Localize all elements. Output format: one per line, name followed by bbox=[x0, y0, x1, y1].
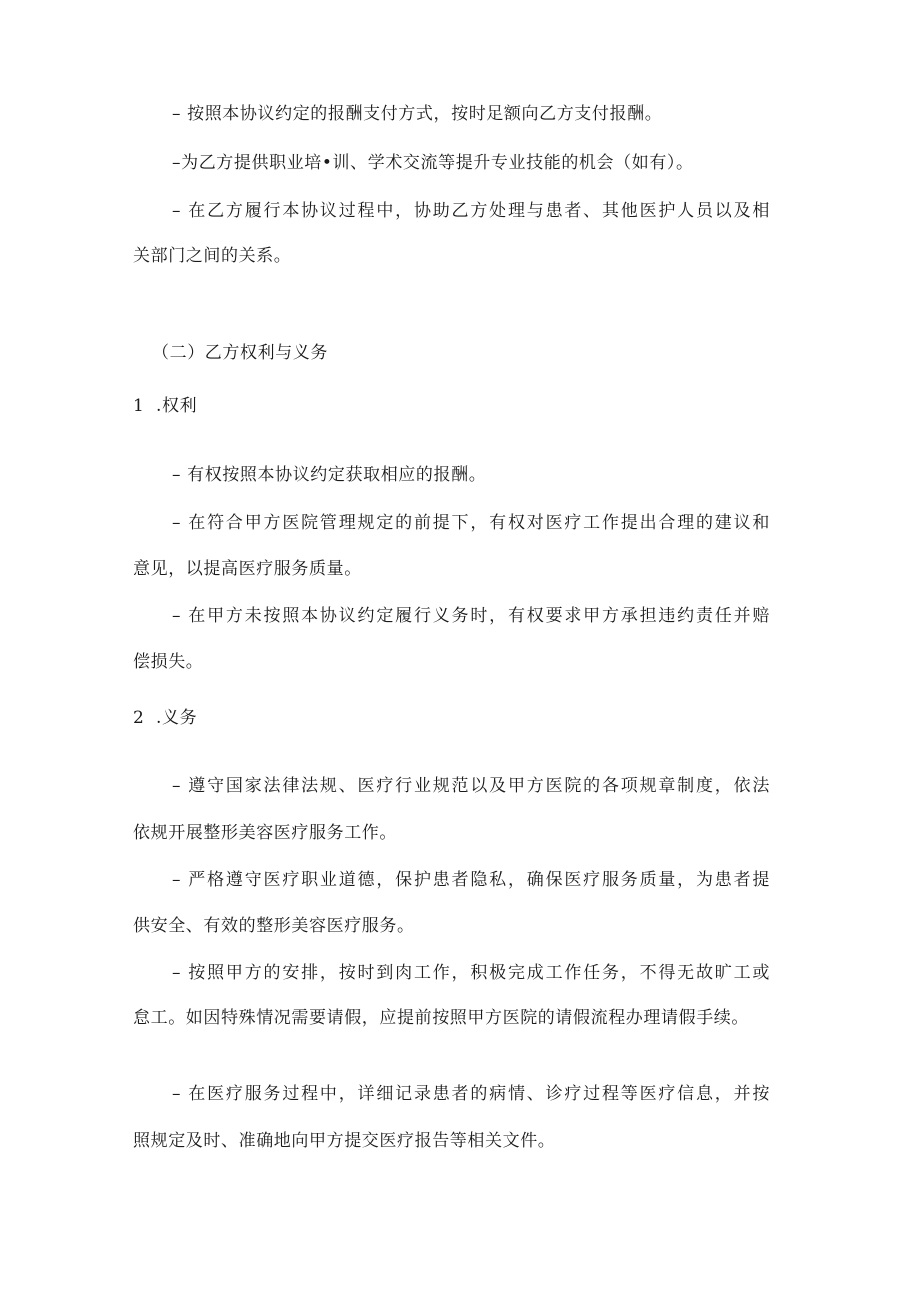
paragraph-right-suggestion-line-2: 意见，以提高医疗服务质量。 bbox=[133, 559, 362, 579]
paragraph-right-suggestion-line-1: – 在符合甲方医院管理规定的前提下，有权对医疗工作提出合理的建议和 bbox=[172, 513, 770, 533]
paragraph-duty-attendance-line-2: 怠工。如因特殊情况需要请假，应提前按照甲方医院的请假流程办理请假手续。 bbox=[133, 1008, 749, 1028]
paragraph-right-breach-line-2: 偿损失。 bbox=[133, 652, 204, 672]
paragraph-duty-law-line-2: 依规开展整形美容医疗服务工作。 bbox=[133, 823, 397, 843]
paragraph-right-remuneration: – 有权按照本协议约定获取相应的报酬。 bbox=[172, 465, 487, 485]
paragraph-duty-records-line-1: – 在医疗服务过程中，详细记录患者的病情、诊疗过程等医疗信息，并按 bbox=[172, 1084, 770, 1104]
paragraph-duty-law-line-1: – 遵守国家法律法规、医疗行业规范以及甲方医院的各项规章制度，依法 bbox=[172, 776, 770, 796]
duties-title: .义务 bbox=[156, 708, 198, 728]
paragraph-assist-line-1: – 在乙方履行本协议过程中，协助乙方处理与患者、其他医护人员以及相 bbox=[172, 201, 770, 221]
paragraph-assist-line-2: 关部门之间的关系。 bbox=[133, 246, 292, 266]
paragraph-duty-ethics-line-2: 供安全、有效的整形美容医疗服务。 bbox=[133, 916, 415, 936]
paragraph-duty-records-line-2: 照规定及时、准确地向甲方提交医疗报告等相关文件。 bbox=[133, 1131, 556, 1151]
section-heading-party-b: （二）乙方权利与义务 bbox=[152, 343, 328, 363]
rights-title: .权利 bbox=[156, 396, 198, 416]
paragraph-duty-ethics-line-1: – 严格遵守医疗职业道德，保护患者隐私，确保医疗服务质量，为患者提 bbox=[172, 870, 770, 890]
paragraph-duty-attendance-line-1: – 按照甲方的安排，按时到肉工作，积极完成工作任务，不得无故旷工或 bbox=[172, 963, 770, 983]
paragraph-training: –为乙方提供职业培•训、学术交流等提升专业技能的机会（如有）。 bbox=[172, 153, 694, 173]
paragraph-payment: – 按照本协议约定的报酬支付方式，按时足额向乙方支付报酬。 bbox=[172, 104, 663, 124]
paragraph-right-breach-line-1: – 在甲方未按照本协议约定履行义务时，有权要求甲方承担违约责任并赔 bbox=[172, 606, 770, 626]
duties-number: 2 bbox=[133, 708, 145, 728]
rights-number: 1 bbox=[133, 396, 145, 416]
